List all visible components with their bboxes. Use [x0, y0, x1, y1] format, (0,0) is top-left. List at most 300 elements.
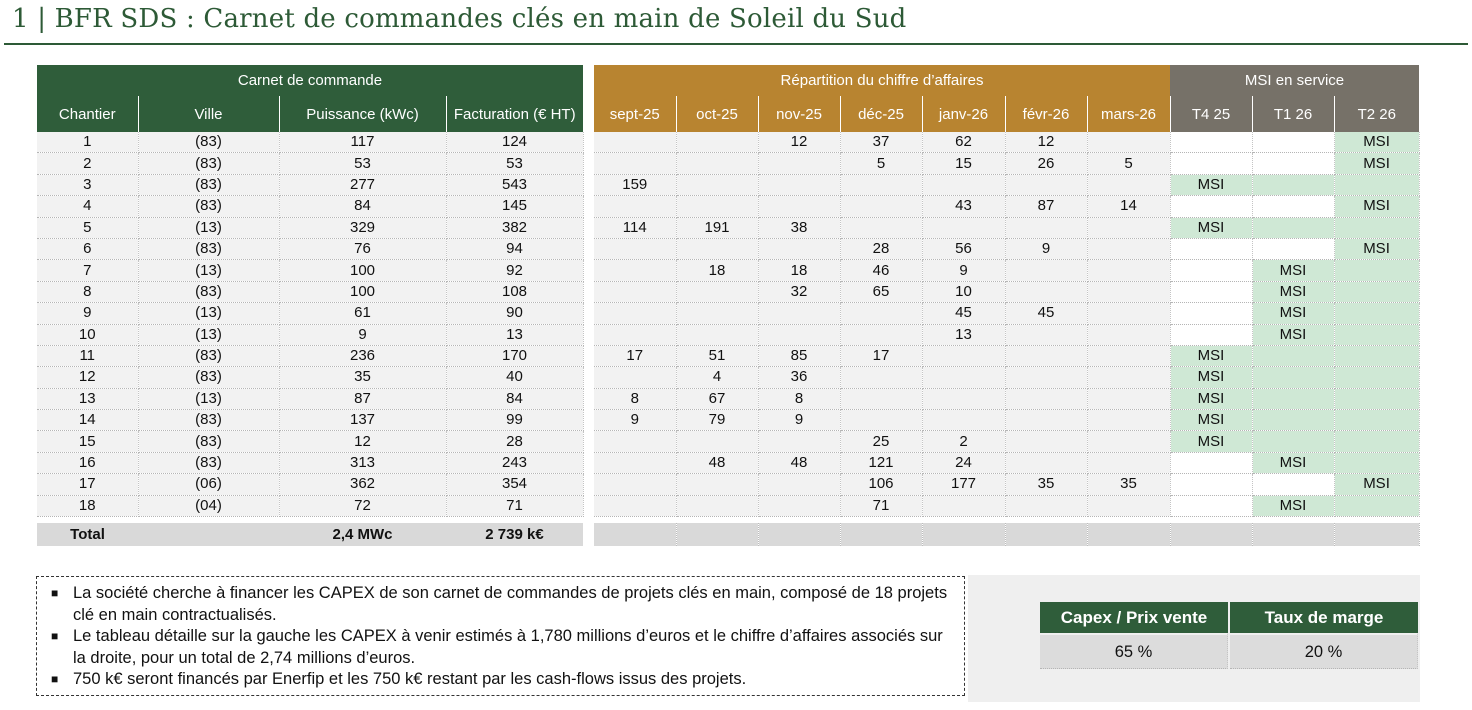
revenue-cell	[676, 474, 758, 495]
revenue-cell	[1087, 388, 1170, 409]
table-cell: 53	[446, 153, 583, 174]
table-row	[594, 452, 1419, 473]
table-cell: 170	[446, 345, 583, 366]
note-text: 750 k€ seront financés par Enerfip et les 750 k€ restant par les cash-flows issus des projets.	[73, 670, 747, 688]
table-cell: 362	[279, 474, 446, 495]
revenue-cell	[594, 238, 676, 259]
revenue-cell	[758, 238, 840, 259]
revenue-cell: 8	[594, 388, 676, 409]
total-row	[594, 523, 1419, 546]
revenue-cell: 121	[840, 452, 922, 473]
msi-empty-cell	[1170, 452, 1252, 473]
revenue-cell	[1087, 324, 1170, 345]
revenue-cell: 9	[594, 410, 676, 431]
table-cell: (13)	[138, 217, 279, 238]
table-row	[594, 495, 1419, 516]
msi-empty-cell	[1334, 303, 1419, 324]
table-cell: (83)	[138, 174, 279, 195]
revenue-cell	[840, 367, 922, 388]
table-cell: 10	[37, 324, 138, 345]
bullet-icon: ■	[51, 672, 59, 686]
msi-empty-cell	[1334, 452, 1419, 473]
table-cell: 9	[279, 324, 446, 345]
revenue-cell	[676, 174, 758, 195]
revenue-cell	[676, 431, 758, 452]
revenue-cell: 28	[840, 238, 922, 259]
table-cell: (83)	[138, 345, 279, 366]
column-header: Facturation (€ HT)	[446, 96, 583, 132]
table-cell: 61	[279, 303, 446, 324]
msi-group-header: MSI en service	[1170, 65, 1419, 96]
msi-empty-cell	[1252, 132, 1334, 153]
msi-empty-cell	[1170, 260, 1252, 281]
revenue-cell	[1087, 495, 1170, 516]
table-cell: (83)	[138, 238, 279, 259]
total-label: Total	[37, 523, 138, 546]
msi-empty-cell	[1170, 281, 1252, 302]
table-cell: 18	[37, 495, 138, 516]
revenue-cell	[758, 174, 840, 195]
revenue-cell	[922, 174, 1005, 195]
msi-empty-cell	[1170, 132, 1252, 153]
revenue-cell	[1087, 431, 1170, 452]
quarter-column-header: T4 25	[1170, 96, 1252, 132]
bullet-icon: ■	[51, 586, 59, 600]
revenue-cell: 15	[922, 153, 1005, 174]
table-row	[37, 217, 583, 238]
table-cell: 72	[279, 495, 446, 516]
bullet-icon: ■	[51, 629, 59, 643]
revenue-cell	[1087, 281, 1170, 302]
revenue-cell	[594, 260, 676, 281]
msi-empty-cell	[1334, 367, 1419, 388]
table-row	[37, 132, 583, 153]
revenue-cell: 87	[1005, 196, 1087, 217]
revenue-cell	[676, 153, 758, 174]
notes-list	[49, 583, 954, 691]
revenue-cell	[922, 217, 1005, 238]
month-column-header: déc-25	[840, 96, 922, 132]
revenue-cell: 10	[922, 281, 1005, 302]
table-cell: 71	[446, 495, 583, 516]
revenue-cell: 35	[1005, 474, 1087, 495]
revenue-cell	[594, 132, 676, 153]
table-row	[37, 410, 583, 431]
month-column-header: mars-26	[1087, 96, 1170, 132]
table-cell: 13	[446, 324, 583, 345]
table-cell: 100	[279, 260, 446, 281]
revenue-cell: 79	[676, 410, 758, 431]
total-empty-cell	[1252, 523, 1334, 546]
msi-empty-cell	[1252, 174, 1334, 195]
total-empty-cell	[1087, 523, 1170, 546]
msi-empty-cell	[1334, 324, 1419, 345]
column-header: Chantier	[37, 96, 138, 132]
table-cell: 40	[446, 367, 583, 388]
table-row	[37, 303, 583, 324]
revenue-cell	[840, 388, 922, 409]
order-book-group-header: Carnet de commande	[37, 65, 583, 96]
table-row	[594, 410, 1419, 431]
msi-empty-cell	[1252, 388, 1334, 409]
table-cell: 16	[37, 452, 138, 473]
table-row	[37, 345, 583, 366]
table-row	[594, 196, 1419, 217]
revenue-cell: 8	[758, 388, 840, 409]
revenue-cell: 56	[922, 238, 1005, 259]
msi-empty-cell	[1252, 238, 1334, 259]
order-book-table	[37, 65, 584, 546]
revenue-cell: 17	[840, 345, 922, 366]
revenue-cell	[676, 495, 758, 516]
table-cell: (83)	[138, 281, 279, 302]
total-facturation: 2 739 k€	[446, 523, 583, 546]
revenue-cell	[1005, 174, 1087, 195]
revenue-cell: 36	[758, 367, 840, 388]
table-cell: 543	[446, 174, 583, 195]
revenue-cell	[758, 196, 840, 217]
total-empty-cell	[594, 523, 676, 546]
revenue-cell	[594, 431, 676, 452]
revenue-cell	[676, 324, 758, 345]
table-cell: 6	[37, 238, 138, 259]
table-row	[594, 281, 1419, 302]
revenue-cell	[1005, 367, 1087, 388]
revenue-cell	[758, 153, 840, 174]
revenue-cell	[1005, 410, 1087, 431]
revenue-cell	[758, 431, 840, 452]
revenue-cell	[1087, 238, 1170, 259]
revenue-cell: 85	[758, 345, 840, 366]
revenue-cell: 9	[1005, 238, 1087, 259]
revenue-cell	[676, 132, 758, 153]
msi-empty-cell	[1170, 153, 1252, 174]
revenue-cell: 38	[758, 217, 840, 238]
table-row	[37, 388, 583, 409]
revenue-cell	[1005, 452, 1087, 473]
total-empty-cell	[676, 523, 758, 546]
revenue-cell	[1087, 410, 1170, 431]
revenue-cell	[594, 303, 676, 324]
revenue-cell: 191	[676, 217, 758, 238]
revenue-cell: 12	[1005, 132, 1087, 153]
table-cell: 8	[37, 281, 138, 302]
table-cell: (83)	[138, 431, 279, 452]
table-cell: 12	[279, 431, 446, 452]
note-text: La société cherche à financer les CAPEX de son carnet de commandes de projets clés en main, composé de 18 projets clé en main contractualisés.	[73, 584, 948, 624]
table-row	[594, 132, 1419, 153]
table-row	[594, 388, 1419, 409]
msi-cell: MSI	[1252, 281, 1334, 302]
revenue-cell	[1005, 324, 1087, 345]
revenue-cell: 62	[922, 132, 1005, 153]
month-column-header: nov-25	[758, 96, 840, 132]
revenue-cell	[1005, 431, 1087, 452]
revenue-cell: 2	[922, 431, 1005, 452]
revenue-cell	[594, 495, 676, 516]
revenue-cell	[1087, 345, 1170, 366]
table-cell: 35	[279, 367, 446, 388]
column-header: Puissance (kWc)	[279, 96, 446, 132]
total-puissance: 2,4 MWc	[279, 523, 446, 546]
msi-empty-cell	[1170, 303, 1252, 324]
table-row	[37, 260, 583, 281]
msi-cell: MSI	[1334, 238, 1419, 259]
table-row	[37, 153, 583, 174]
table-row	[594, 431, 1419, 452]
msi-empty-cell	[1170, 196, 1252, 217]
table-cell: (13)	[138, 303, 279, 324]
revenue-cell: 24	[922, 452, 1005, 473]
table-cell: 354	[446, 474, 583, 495]
msi-cell: MSI	[1334, 474, 1419, 495]
table-cell: (04)	[138, 495, 279, 516]
revenue-cell: 12	[758, 132, 840, 153]
capex-ratio-label: Capex / Prix vente	[1040, 602, 1228, 633]
msi-empty-cell	[1252, 345, 1334, 366]
revenue-cell: 106	[840, 474, 922, 495]
table-cell: 329	[279, 217, 446, 238]
table-row	[37, 196, 583, 217]
revenue-cell	[676, 281, 758, 302]
table-cell: (13)	[138, 324, 279, 345]
total-empty-cell	[1005, 523, 1087, 546]
total-empty-cell	[922, 523, 1005, 546]
table-cell: 84	[279, 196, 446, 217]
table-row	[594, 153, 1419, 174]
table-cell: 7	[37, 260, 138, 281]
table-row	[37, 174, 583, 195]
revenue-cell	[1087, 367, 1170, 388]
revenue-msi-table	[594, 65, 1420, 546]
revenue-cell	[1005, 345, 1087, 366]
table-row	[37, 367, 583, 388]
revenue-cell	[676, 238, 758, 259]
msi-cell: MSI	[1170, 174, 1252, 195]
revenue-cell	[922, 367, 1005, 388]
msi-empty-cell	[1252, 474, 1334, 495]
msi-cell: MSI	[1252, 495, 1334, 516]
table-cell: 99	[446, 410, 583, 431]
revenue-cell: 5	[1087, 153, 1170, 174]
month-column-header: sept-25	[594, 96, 676, 132]
revenue-cell	[758, 303, 840, 324]
table-cell: 243	[446, 452, 583, 473]
msi-empty-cell	[1252, 410, 1334, 431]
revenue-cell: 48	[676, 452, 758, 473]
msi-cell: MSI	[1334, 132, 1419, 153]
revenue-cell	[1087, 303, 1170, 324]
revenue-group-header: Répartition du chiffre d’affaires	[594, 65, 1170, 96]
revenue-cell: 26	[1005, 153, 1087, 174]
revenue-cell	[594, 324, 676, 345]
revenue-cell	[758, 474, 840, 495]
table-cell: (83)	[138, 132, 279, 153]
table-cell: 84	[446, 388, 583, 409]
table-cell: (83)	[138, 153, 279, 174]
revenue-cell: 13	[922, 324, 1005, 345]
table-row	[37, 474, 583, 495]
revenue-cell	[922, 388, 1005, 409]
table-cell: 145	[446, 196, 583, 217]
revenue-cell	[840, 410, 922, 431]
revenue-cell: 9	[922, 260, 1005, 281]
revenue-cell: 14	[1087, 196, 1170, 217]
table-cell: 236	[279, 345, 446, 366]
revenue-cell	[758, 324, 840, 345]
total-row	[37, 523, 583, 546]
note-item	[49, 583, 954, 626]
revenue-cell	[1087, 217, 1170, 238]
table-row	[594, 260, 1419, 281]
table-cell: 1	[37, 132, 138, 153]
revenue-cell	[922, 410, 1005, 431]
revenue-cell: 51	[676, 345, 758, 366]
revenue-cell: 114	[594, 217, 676, 238]
kpi-table	[1038, 602, 1420, 669]
table-row	[594, 474, 1419, 495]
table-cell: 9	[37, 303, 138, 324]
table-row	[594, 345, 1419, 366]
total-empty-cell	[758, 523, 840, 546]
table-cell: 28	[446, 431, 583, 452]
table-cell: 53	[279, 153, 446, 174]
table-cell: 17	[37, 474, 138, 495]
msi-cell: MSI	[1170, 410, 1252, 431]
revenue-cell: 35	[1087, 474, 1170, 495]
revenue-cell	[1005, 217, 1087, 238]
revenue-cell	[1087, 132, 1170, 153]
table-cell: (13)	[138, 388, 279, 409]
page-title: 1 | BFR SDS : Carnet de commandes clés en main de Soleil du Sud	[12, 4, 907, 34]
revenue-cell: 9	[758, 410, 840, 431]
msi-empty-cell	[1334, 495, 1419, 516]
capex-ratio-value: 65 %	[1040, 633, 1228, 669]
revenue-cell: 25	[840, 431, 922, 452]
table-cell: 124	[446, 132, 583, 153]
revenue-cell	[840, 324, 922, 345]
table-cell: 13	[37, 388, 138, 409]
revenue-cell	[1087, 260, 1170, 281]
revenue-cell	[1005, 260, 1087, 281]
table-cell: (13)	[138, 260, 279, 281]
table-cell: 137	[279, 410, 446, 431]
revenue-cell	[1087, 174, 1170, 195]
revenue-cell	[1087, 452, 1170, 473]
month-column-header: janv-26	[922, 96, 1005, 132]
table-cell: 2	[37, 153, 138, 174]
msi-empty-cell	[1334, 431, 1419, 452]
table-cell: 3	[37, 174, 138, 195]
notes-box	[36, 576, 965, 696]
msi-cell: MSI	[1170, 367, 1252, 388]
month-column-header: févr-26	[1005, 96, 1087, 132]
revenue-cell	[840, 303, 922, 324]
msi-empty-cell	[1334, 410, 1419, 431]
table-cell: 14	[37, 410, 138, 431]
msi-empty-cell	[1334, 174, 1419, 195]
table-cell: 5	[37, 217, 138, 238]
quarter-column-header: T2 26	[1334, 96, 1419, 132]
table-row	[594, 238, 1419, 259]
msi-empty-cell	[1170, 495, 1252, 516]
table-cell: (83)	[138, 196, 279, 217]
revenue-cell	[594, 153, 676, 174]
table-cell: 90	[446, 303, 583, 324]
msi-empty-cell	[1170, 474, 1252, 495]
revenue-cell: 48	[758, 452, 840, 473]
revenue-cell: 18	[758, 260, 840, 281]
table-cell: (83)	[138, 367, 279, 388]
table-cell: 94	[446, 238, 583, 259]
revenue-cell	[1005, 495, 1087, 516]
msi-empty-cell	[1334, 217, 1419, 238]
msi-empty-cell	[1252, 431, 1334, 452]
msi-empty-cell	[1334, 260, 1419, 281]
revenue-cell: 17	[594, 345, 676, 366]
table-row	[37, 495, 583, 516]
table-cell: 12	[37, 367, 138, 388]
table-row	[37, 452, 583, 473]
revenue-cell	[840, 196, 922, 217]
table-row	[37, 281, 583, 302]
revenue-cell	[840, 174, 922, 195]
table-row	[594, 367, 1419, 388]
total-empty-cell	[1170, 523, 1252, 546]
quarter-column-header: T1 26	[1252, 96, 1334, 132]
table-row	[37, 431, 583, 452]
total-ville	[138, 523, 279, 546]
msi-empty-cell	[1170, 238, 1252, 259]
revenue-cell: 177	[922, 474, 1005, 495]
revenue-cell: 18	[676, 260, 758, 281]
table-cell: (83)	[138, 410, 279, 431]
revenue-cell: 37	[840, 132, 922, 153]
msi-empty-cell	[1252, 153, 1334, 174]
table-cell: 382	[446, 217, 583, 238]
table-row	[594, 217, 1419, 238]
table-cell: 108	[446, 281, 583, 302]
table-cell: 100	[279, 281, 446, 302]
revenue-cell: 45	[1005, 303, 1087, 324]
revenue-cell	[594, 367, 676, 388]
msi-empty-cell	[1252, 217, 1334, 238]
total-empty-cell	[1334, 523, 1419, 546]
msi-cell: MSI	[1334, 196, 1419, 217]
note-item	[49, 669, 954, 691]
title-underline	[4, 43, 1468, 45]
revenue-cell	[594, 281, 676, 302]
table-cell: 76	[279, 238, 446, 259]
table-row	[594, 303, 1419, 324]
revenue-cell	[594, 196, 676, 217]
revenue-cell: 65	[840, 281, 922, 302]
note-text: Le tableau détaille sur la gauche les CAPEX à venir estimés à 1,780 millions d’euros et le chiffre d’affaires associés sur la droite, pour un total de 2,74 millions d’euros.	[73, 627, 943, 667]
revenue-cell	[758, 495, 840, 516]
table-cell: 4	[37, 196, 138, 217]
msi-cell: MSI	[1170, 388, 1252, 409]
revenue-cell: 43	[922, 196, 1005, 217]
table-row	[37, 238, 583, 259]
month-column-header: oct-25	[676, 96, 758, 132]
revenue-cell: 32	[758, 281, 840, 302]
msi-empty-cell	[1334, 281, 1419, 302]
revenue-cell: 4	[676, 367, 758, 388]
table-row	[594, 324, 1419, 345]
msi-cell: MSI	[1334, 153, 1419, 174]
msi-cell: MSI	[1252, 260, 1334, 281]
revenue-cell: 71	[840, 495, 922, 516]
